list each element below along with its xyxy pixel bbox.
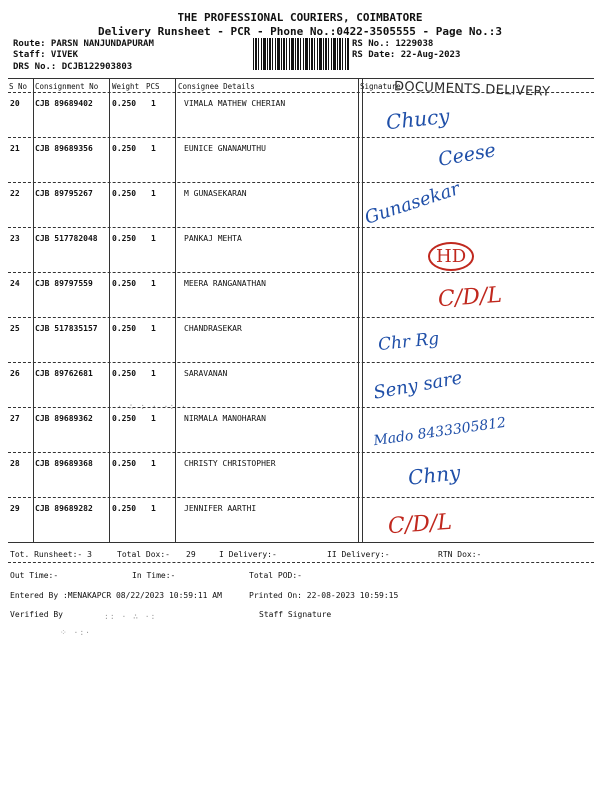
row-weight: 0.250 [112, 504, 137, 513]
table-row [0, 228, 600, 273]
row-sno: 29 [10, 504, 20, 513]
total-pod: Total POD:- [249, 571, 302, 580]
row-consignee: JENNIFER AARTHI [184, 504, 257, 513]
table-row [0, 408, 600, 453]
row-signature: C/D/L [437, 282, 503, 313]
drs-number: DRS No.: DCJB122903803 [13, 62, 133, 72]
row-consignee: CHANDRASEKAR [184, 324, 242, 333]
row-signature: Chny [406, 460, 462, 490]
row-consignment: CJB 517835157 [35, 324, 98, 333]
rs-date: RS Date: 22-Aug-2023 [352, 50, 461, 60]
row-sno: 24 [10, 279, 20, 288]
row-weight: 0.250 [112, 189, 137, 198]
table-row [0, 498, 600, 543]
company-name: THE PROFESSIONAL COURIERS, COIMBATORE [177, 11, 423, 24]
tot-runsheet: Tot. Runsheet:- 3 [10, 550, 92, 559]
row-signature: Chr Rg [377, 328, 441, 356]
row-pcs: 1 [151, 144, 156, 153]
rs-number: RS No.: 1229038 [352, 39, 434, 49]
table-row [0, 318, 600, 363]
col-consignee: Consignee Details [178, 82, 255, 91]
row-consignment: CJB 89689356 [35, 144, 93, 153]
row-signature: Mado 8433305812 [372, 414, 508, 450]
row-signature: Seny sare [371, 367, 464, 404]
row-weight: 0.250 [112, 459, 137, 468]
table-row [0, 93, 600, 138]
row-weight: 0.250 [112, 279, 137, 288]
ii-delivery: II Delivery:- [327, 550, 390, 559]
row-pcs: 1 [151, 324, 156, 333]
row-sno: 26 [10, 369, 20, 378]
row-pcs: 1 [151, 279, 156, 288]
i-delivery: I Delivery:- [219, 550, 277, 559]
row-consignment: CJB 89689368 [35, 459, 93, 468]
table-row [0, 178, 600, 229]
scan-noise: · ∴ : · ·: · [117, 402, 187, 411]
col-consignment: Consignment No [35, 82, 99, 91]
row-sno: 21 [10, 144, 20, 153]
row-weight: 0.250 [112, 99, 137, 108]
row-weight: 0.250 [112, 234, 137, 243]
table-row [0, 273, 600, 318]
printed-on: Printed On: 22-08-2023 10:59:15 [249, 591, 399, 600]
scan-noise: :: · ∴ ·: [104, 612, 157, 621]
row-consignee: CHRISTY CHRISTOPHER [184, 459, 276, 468]
row-weight: 0.250 [112, 369, 137, 378]
row-signature: C/D/L [387, 509, 453, 540]
row-consignee: VIMALA MATHEW CHERIAN [184, 99, 286, 108]
total-dox-label: Total Dox:- [117, 550, 170, 559]
row-consignee: SARAVANAN [184, 369, 228, 378]
row-pcs: 1 [151, 189, 156, 198]
verified-by: Verified By [10, 610, 63, 619]
row-pcs: 1 [151, 99, 156, 108]
row-sno: 28 [10, 459, 20, 468]
row-signature: Chucy [384, 103, 451, 135]
row-pcs: 1 [151, 234, 156, 243]
in-time: In Time:- [132, 571, 176, 580]
row-consignment: CJB 517782048 [35, 234, 98, 243]
row-consignee: MEERA RANGANATHAN [184, 279, 266, 288]
row-consignment: CJB 89689282 [35, 504, 93, 513]
row-pcs: 1 [151, 369, 156, 378]
out-time: Out Time:- [10, 571, 59, 580]
row-sno: 23 [10, 234, 20, 243]
row-pcs: 1 [151, 414, 156, 423]
row-signature: Gunasekar [362, 178, 463, 229]
row-weight: 0.250 [112, 144, 137, 153]
row-sno: 20 [10, 99, 20, 108]
table-row [0, 363, 600, 408]
row-consignee: EUNICE GNANAMUTHU [184, 144, 266, 153]
row-consignee: PANKAJ MEHTA [184, 234, 242, 243]
col-pcs: PCS [146, 82, 160, 91]
table-row [0, 453, 600, 498]
staff-signature: Staff Signature [259, 610, 332, 619]
table-row [0, 138, 600, 183]
row-consignment: CJB 89762681 [35, 369, 93, 378]
row-weight: 0.250 [112, 324, 137, 333]
row-sno: 25 [10, 324, 20, 333]
rtn-dox: RTN Dox:- [438, 550, 482, 559]
row-pcs: 1 [151, 504, 156, 513]
scan-noise: ⁘ ·:· [60, 628, 91, 637]
row-consignee: NIRMALA MANOHARAN [184, 414, 266, 423]
row-consignment: CJB 89689402 [35, 99, 93, 108]
row-pcs: 1 [151, 459, 156, 468]
row-signature: HD [428, 242, 474, 271]
col-sno: S No [9, 82, 28, 91]
row-consignment: CJB 89689362 [35, 414, 93, 423]
col-signature: Signature [360, 82, 401, 91]
barcode [253, 38, 349, 70]
row-consignee: M GUNASEKARAN [184, 189, 247, 198]
row-consignment: CJB 89795267 [35, 189, 93, 198]
route: Route: PARSN NANJUNDAPURAM [13, 39, 154, 49]
staff: Staff: VIVEK [13, 50, 79, 60]
row-sno: 27 [10, 414, 20, 423]
entered-by: Entered By :MENAKAPCR 08/22/2023 10:59:11 AM [10, 591, 222, 600]
row-consignment: CJB 89797559 [35, 279, 93, 288]
runsheet-title: Delivery Runsheet - PCR - Phone No.:0422-3505555 - Page No.:3 [98, 25, 502, 38]
col-weight: Weight [112, 82, 140, 91]
total-dox-value: 29 [186, 550, 196, 559]
documents-delivery-stamp: DOCUMENTS DELIVERY [393, 79, 551, 100]
row-signature: Ceese [436, 139, 498, 171]
row-weight: 0.250 [112, 414, 137, 423]
row-sno: 22 [10, 189, 20, 198]
